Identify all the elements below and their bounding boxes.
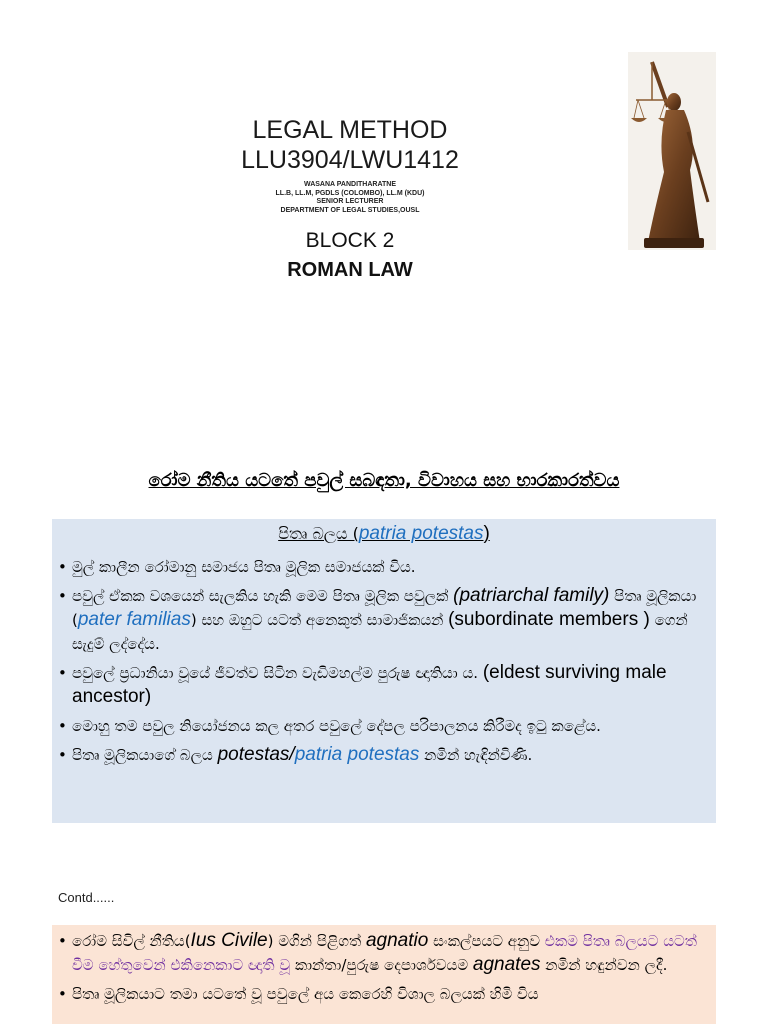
lady-justice-icon [628,52,716,250]
bullet-text: නමින් හඳුන්වන ලදී. [540,956,668,974]
latin-term: agnates [472,954,541,975]
bullet-text: පිතෘ මූලිකයාගේ බලය [72,746,218,764]
box-heading-latin: patria potestas [358,523,484,544]
author-qualifications: LL.B, LL.M, PGDLS (COLOMBO), LL.M (KDU) [275,189,425,197]
latin-term: (eldest surviving male ancestor) [72,662,667,707]
bullet-text: ) මගින් පිළිගත් [267,932,366,950]
highlighted-text: එකම පිතෘ බලයට යටත් වීම හේතුවෙන් එකිනෙකාට ඥාති වූ [72,932,697,974]
box-heading [52,523,716,545]
author-position: SENIOR LECTURER [316,198,384,205]
block-label: BLOCK 2 [305,229,395,252]
list-item [58,661,708,709]
latin-term: pater familias [77,609,191,630]
bullet-text: රෝම සිවිල් නීතිය( [72,932,191,950]
topic-label: ROMAN LAW [287,259,413,281]
slide2-heading: රෝම නීතිය යටතේ පවුල් සබඳතා, විවාහය සහ භාරකාරත්වය [148,470,620,491]
title-slide [200,115,500,282]
list-item [58,714,708,738]
author-credits [200,181,500,215]
bullet-text: ගෙන් සැදුම් ලද්දේය. [72,611,688,653]
bullet-text: සංකල්පයට අනුව [428,932,545,950]
list-item [58,982,708,1006]
bullet-text: පවුල් ඒකක වශයෙන් සැලකිය හැකි මෙම පිතෘ මූලික පවුලක් [72,587,454,605]
latin-term: (patriarchal family) [453,585,610,606]
bullet-text: ) සහ ඔහුට යටත් අනෙකුත් සාමාජිකයන් [190,611,449,629]
latin-term: potestas/ [217,744,295,765]
latin-term: (subordinate members ) [448,609,650,630]
patria-potestas-box [52,519,716,823]
bullet-text: පිතෘ මූලිකයාට තමා යටතේ වූ පවුලේ අය කෙරෙහි විශාල බලයක් හිමි විය [72,985,539,1003]
bullet-list [58,555,708,772]
list-item [58,929,708,977]
list-item [58,555,708,579]
bullet-text: මොහු තම පවුල නියෝජනය කල අතර පවුලේ දේපල පරිපාලනය කිරීමද ඉටු කළේය. [72,717,601,735]
box-heading-close: ) [483,523,490,544]
latin-term: agnatio [365,930,429,951]
latin-term: Ius Civile [190,930,268,951]
list-item [58,584,708,656]
course-code: LLU3904/LWU1412 [241,146,459,174]
bullet-text: නමින් හැඳින්විණි. [419,746,533,764]
list-item [58,743,708,767]
bullet-text: පවුලේ ප්‍රධානියා වූයේ ජීවත්ව සිටින වැඩිමහල්ම පුරුෂ ඥාතියා ය. [72,664,483,682]
agnatio-box [52,925,716,1024]
bullet-text: මුල් කාලීන රෝමානු සමාජය පිතෘ මූලික සමාජයක් විය. [72,558,416,576]
author-department: DEPARTMENT OF LEGAL STUDIES,OUSL [280,206,420,214]
box-heading-si: පිතෘ බලය ( [278,524,359,543]
course-title: LEGAL METHOD [252,116,448,144]
bullet-text: පිතෘ මූලිකයා ( [72,587,697,629]
bullet-text: කාන්තා/පුරුෂ දෙපාර්ශවයම [290,956,473,974]
bullet-list [58,929,708,1011]
lady-justice-statue-image [628,52,716,250]
author-name: WASANA PANDITHARATNE [303,181,397,188]
latin-term: patria potestas [294,744,420,765]
contd-label: Contd...... [58,890,115,905]
